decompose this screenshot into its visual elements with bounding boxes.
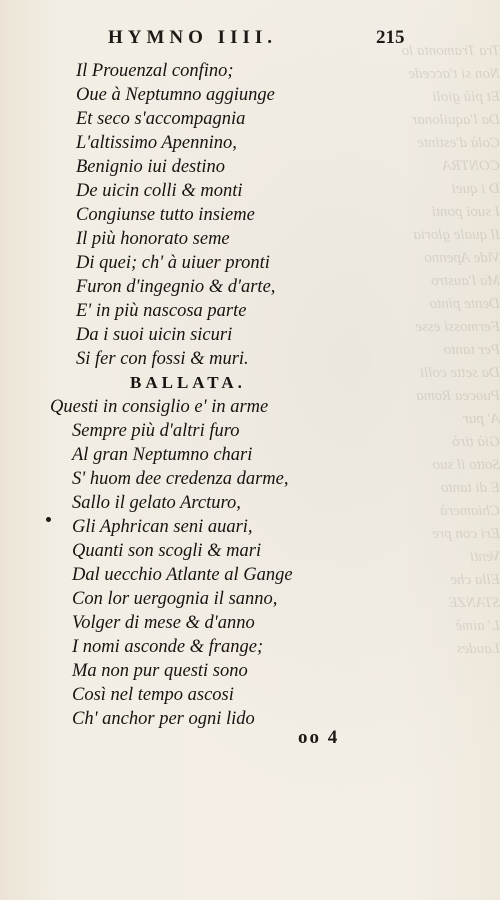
verse-line: Ch' anchor per ogni lido (72, 709, 255, 729)
verse-line: I nomi asconde & frange; (72, 637, 264, 657)
verse-line: Congiunse tutto insieme (76, 205, 255, 225)
verse-line: Gli Aphrican seni auari, (72, 517, 253, 537)
show-through-text: Tra Tramonta lo Non si t'accede Et più gioli Da l'aquilonar Colà d'estinte CONTRA D i quei I suoi ponti Il quale gloria Vide Apenno Ma l'austro Dente pinto Fermossi esse Per tanto Da sette colli Puocea Roma A' pur Già tirò Sotto il suo E di tanto Chiamerà Eri con pre Venti Ella che STANZE L' aimè Laudes (401, 43, 500, 657)
verse-line: Furon d'ingegnio & d'arte, (76, 277, 276, 297)
verse-line: Sempre più d'altri furo (72, 421, 240, 441)
verse-line: Al gran Neptumno chari (72, 445, 253, 465)
verse-line: Questi in consiglio e' in arme (50, 397, 269, 417)
verse-line: Benignio iui destino (76, 157, 226, 177)
verse-line: Il Prouenzal confino; (76, 61, 234, 81)
verse-line: Ma non pur questi sono (72, 661, 248, 681)
verse-line: Et seco s'accompagnia (76, 109, 246, 129)
verse-line: L'altissimo Apennino, (76, 133, 237, 153)
folio-number: 215 (376, 27, 405, 48)
verse-line: Si fer con fossi & muri. (76, 349, 249, 369)
verse-line: Il più honorato seme (76, 229, 230, 249)
verse-line: Con lor uergognia il sanno, (72, 589, 278, 609)
verse-line: S' huom dee credenza darme, (72, 469, 289, 489)
verse-line: Da i suoi uicin sicuri (76, 325, 233, 345)
verse-line: E' in più nascosa parte (76, 301, 247, 321)
running-header (108, 27, 438, 53)
verse-line: De uicin colli & monti (76, 181, 243, 201)
verse-line: Sallo il gelato Arcturo, (72, 493, 241, 513)
verse-line: Quanti son scogli & mari (72, 541, 262, 561)
margin-dot-mark (46, 517, 51, 522)
verse-line: Di quei; ch' à uiuer pronti (76, 253, 270, 273)
signature-mark: oo 4 (298, 727, 340, 748)
running-title: HYMNO IIII. (108, 27, 278, 48)
verse-line: Oue à Neptumno aggiunge (76, 85, 275, 105)
verse-line: Così nel tempo ascosi (72, 685, 234, 705)
verse-line: Volger di mese & d'anno (72, 613, 255, 633)
verse-line: Dal uecchio Atlante al Gange (72, 565, 293, 585)
section-heading: BALLATA. (130, 373, 246, 392)
